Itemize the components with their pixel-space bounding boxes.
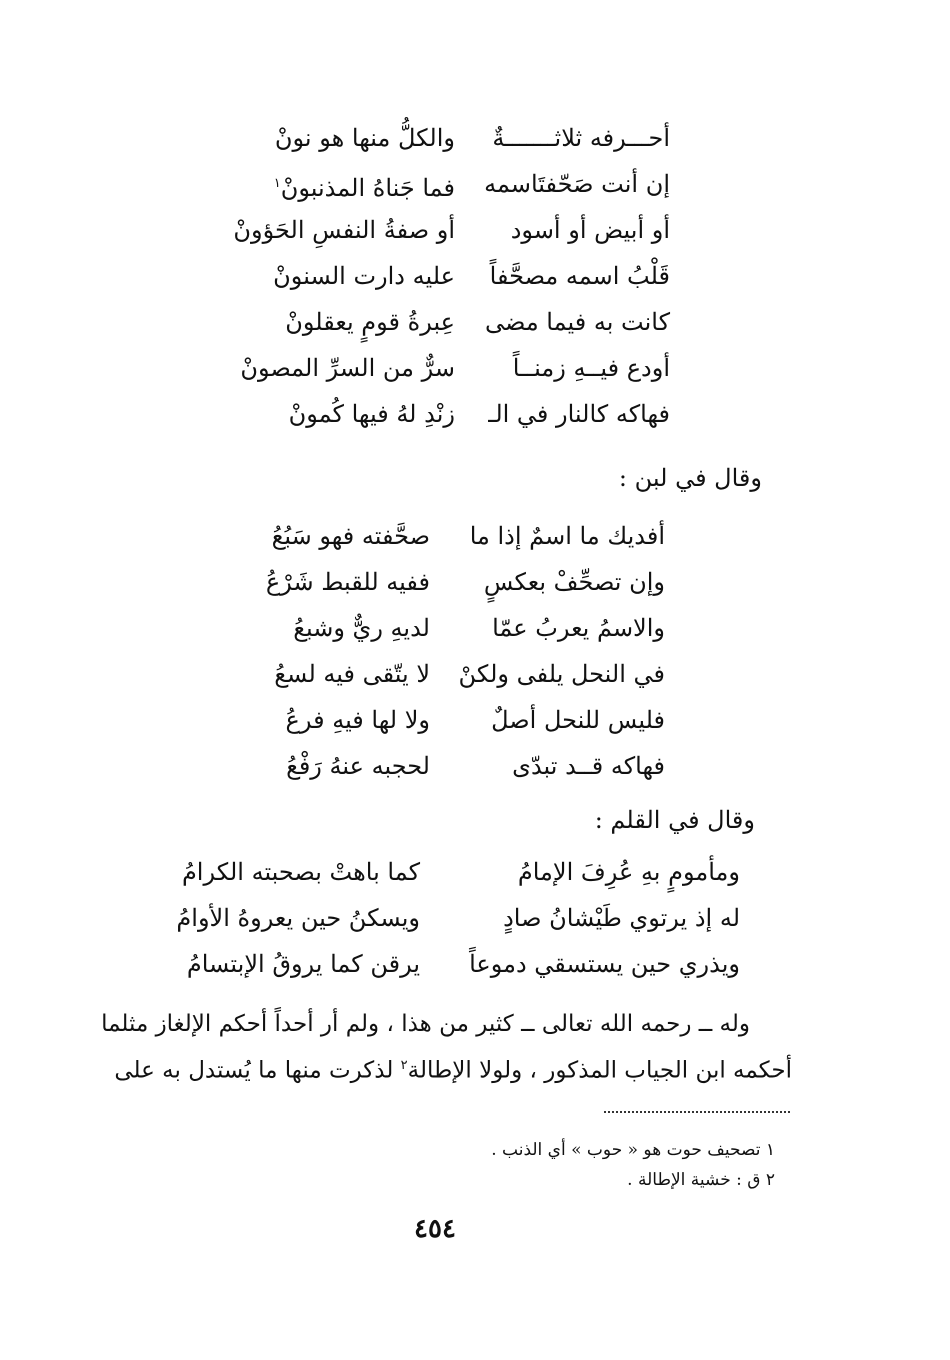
verse-second-hemistich: ويسكنُ حين يعروهُ الأوامُ (176, 904, 420, 932)
verse-row (215, 516, 665, 562)
verse-first-hemistich: فهاكه قــد تبدّى (512, 752, 665, 780)
page-number: ٤٥٤ (414, 1214, 456, 1244)
footnote-marker: ١ (273, 176, 281, 191)
verse-row (220, 210, 670, 256)
verse-second-hemistich: زنْدِ لهُ فيها كُمونْ (288, 400, 455, 428)
verse-first-hemistich: أودع فيــهِ زمنــاً (512, 354, 670, 382)
verse-row (140, 898, 740, 944)
prose-line: وله ــ رحمه الله تعالى ــ كثير من هذا ، ولم أر أحداً أحكم الإلغاز مثلما (101, 1011, 750, 1037)
prose-line (114, 1046, 792, 1091)
verse-first-hemistich: وإن تصحِّفْ بعكسٍ (483, 568, 665, 596)
verse-row (215, 746, 665, 792)
verse-first-hemistich: قَلْبُ اسمه مصحَّفاً (489, 262, 670, 290)
verse-first-hemistich: والاسمُ يعربُ عمّا (492, 614, 665, 642)
verse-first-hemistich: فليس للنحل أصلٌ (491, 706, 665, 734)
footnote: ٢ ق : خشية الإطالة . (627, 1170, 775, 1190)
poem-2 (215, 516, 665, 792)
verse-first-hemistich: ومأمومٍ بهِ عُرِفَ الإمامُ (517, 858, 740, 886)
verse-first-hemistich: أو أبيض أو أسود (510, 216, 670, 244)
verse-second-hemistich: عِبرةُ قومٍ يعقلونْ (285, 308, 455, 336)
poem-1 (220, 118, 670, 440)
verse-second-hemistich: ولا لها فيهِ فرعُ (285, 706, 430, 734)
verse-second-hemistich: لا يتّقى فيه لسعُ (274, 660, 430, 688)
verse-row (220, 256, 670, 302)
verse-first-hemistich: أحـــرفه ثلاثـــــــةٌ (492, 124, 670, 152)
verse-row (220, 118, 670, 164)
verse-first-hemistich: إن أنت صَحّفتَاسمه (484, 170, 670, 198)
verse-row (215, 562, 665, 608)
verse-second-hemistich: أو صفةُ النفسِ الحَؤونْ (233, 216, 455, 244)
verse-first-hemistich: في النحل يلفى ولكنْ (458, 660, 665, 688)
verse-row (215, 654, 665, 700)
verse-row (215, 608, 665, 654)
verse-first-hemistich: له إذ يرتوي طَيْشانُ صادٍ (503, 904, 740, 932)
verse-second-hemistich: لحجبه عنهُ رَفْعُ (286, 752, 430, 780)
verse-second-hemistich: ففيه للقبط شَرْعُ (265, 568, 430, 596)
verse-second-hemistich: صحَّفته فهو سَبُعُ (271, 522, 430, 550)
verse-row (140, 852, 740, 898)
verse-second-hemistich: سرٌّ من السرِّ المصونْ (240, 354, 455, 382)
verse-second-hemistich: والكلُّ منها هو نونْ (274, 124, 455, 152)
section-heading: وقال في القلم : (594, 806, 755, 834)
verse-second-hemistich: يرقن كما يروقُ الإبتسامُ (186, 950, 420, 978)
verse-second-hemistich (274, 164, 455, 208)
verse-row (215, 700, 665, 746)
verse-first-hemistich: ويذري حين يستسقي دموعاً (469, 950, 740, 978)
prose-text: أحكمه ابن الجياب المذكور ، ولولا الإطالة (407, 1057, 792, 1084)
verse-second-hemistich: لديهِ ريٌّ وشبعُ (293, 614, 430, 642)
verse-first-hemistich: كانت به فيما مضى (485, 308, 670, 336)
footnote: ١ تصحيف حوت هو « حوب » أي الذنب . (491, 1140, 775, 1160)
verse-second-hemistich: عليه دارت السنونْ (273, 262, 455, 290)
poem-3 (140, 852, 740, 990)
verse-row (220, 164, 670, 210)
verse-row (220, 348, 670, 394)
verse-first-hemistich: فهاكه كالنار في الـ (488, 400, 670, 428)
verse-row (220, 394, 670, 440)
footnote-marker: ٢ (400, 1058, 408, 1073)
verse-row (220, 302, 670, 348)
verse-second-hemistich: كما باهتْ بصحبته الكرامُ (181, 858, 420, 886)
verse-text: فما جَناهُ المذنبونْ (280, 174, 455, 202)
verse-row (140, 944, 740, 990)
verse-first-hemistich: أفديك ما اسمٌ إذا ما (469, 522, 665, 550)
section-heading: وقال في لبن : (618, 464, 762, 492)
prose-text: لذكرت منها ما يُستدل به على (114, 1057, 401, 1084)
footnote-separator (604, 1111, 790, 1113)
